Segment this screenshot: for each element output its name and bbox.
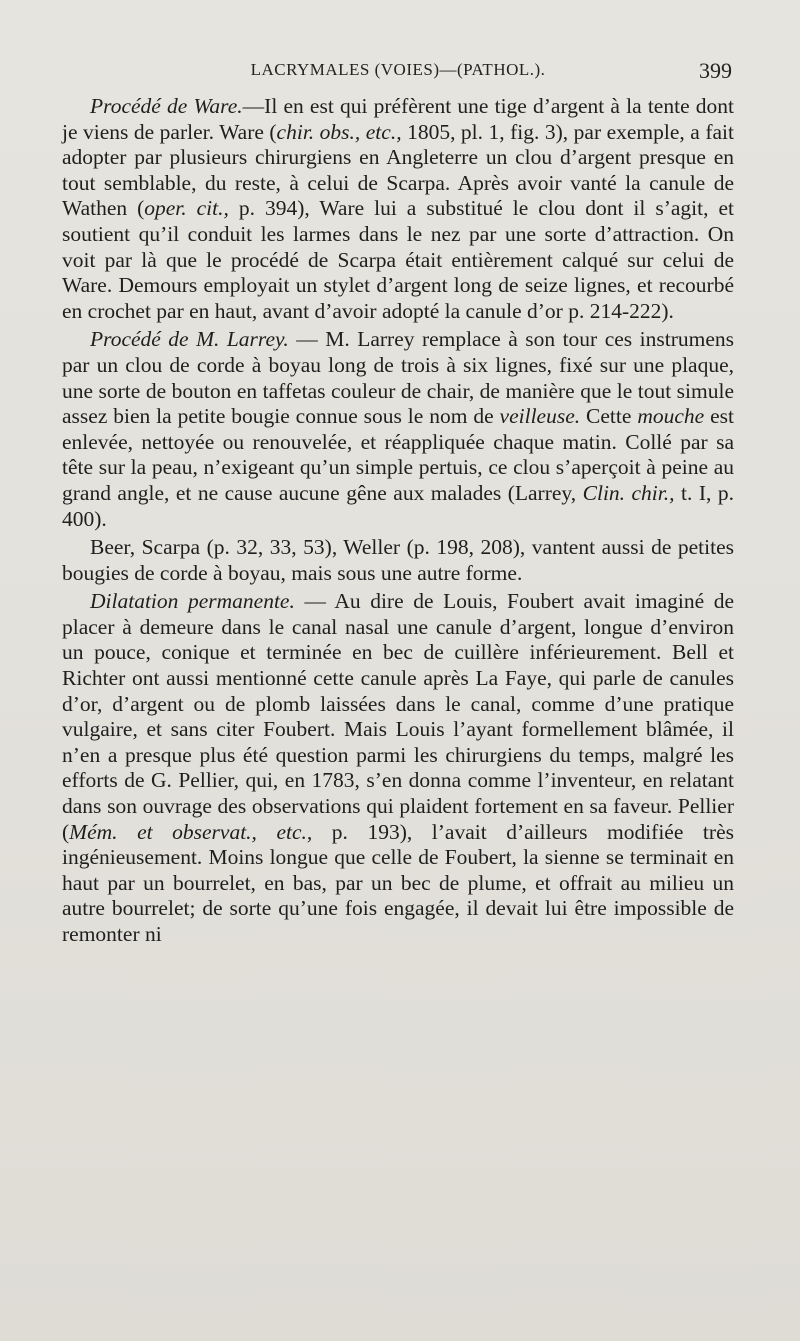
paragraph-beer-scarpa [62,535,734,586]
italic-text-run: oper. cit., [144,196,229,221]
italic-text-run: chir. obs., etc., [276,119,402,144]
paragraph-dilatation-permanente [62,589,734,947]
text-run: 1805, pl. 1, fig. 3), par exemple, a fait adopter par plusieurs chirurgiens en Angleterre un clou d’argent presque en tout semblable, du reste, à celui de Scarpa. Après avoir vanté la canule de Wathen ( [62,119,734,221]
italic-text-run: Procédé de Ware. [90,94,243,118]
italic-text-run: Procédé de M. Larrey. [90,327,289,352]
running-head: LACRYMALES (VOIES)—(PATHOL.). [250,60,546,79]
paragraph-procede-larrey [62,327,734,532]
italic-text-run: Clin. chir., [582,480,675,505]
italic-text-run: Dilatation permanente. [90,589,295,614]
text-run: est enlevée, nettoyée ou renouvelée, et réappliquée chaque matin. Collé par sa tête sur la peau, n’exigeant qu’un simple pertuis, ce clou s’aperçoit à peine au grand angle, et ne cause aucune gêne aux malades (Larrey, [62,404,734,505]
paragraph-procede-ware [62,94,734,324]
page-header [62,58,734,90]
page-number: 399 [699,58,732,83]
text-run: t. I, p. 400). [62,480,734,531]
text-run: Beer, Scarpa (p. 32, 33, 53), Weller (p. 198, 208), vantent aussi de petites bougies de corde à boyau, mais sous une autre forme. [62,535,734,585]
text-run: —Il en est qui préfèrent une tige d’argent à la tente dont je viens de parler. Ware ( [62,94,735,144]
italic-text-run: veilleuse. [499,404,581,429]
text-run: p. 394), Ware lui a substitué le clou dont il s’agit, et soutient qu’il conduit les larmes dans le nez par une sorte d’attraction. On voit par là que le procédé de Scarpa était entièrement calqué sur celui de Ware. Demours employait un stylet d’argent long de seize lignes, et recourbé en crochet par en haut, avant d’avoir adopté la canule d’or p. 214-222). [62,196,734,323]
text-run: Cette [580,404,638,429]
italic-text-run: mouche [637,404,705,429]
italic-text-run: Mém. et observat., etc., [69,819,313,844]
text-run: — M. Larrey remplace à son tour ces instrumens par un clou de corde à boyau long de trois à six lignes, fixé sur une plaque, une sorte de bouton en taffetas couleur de chair, de manière que le tout simule assez bien la petite bougie connue sous le nom de [62,327,734,429]
text-run: p. 193), l’avait d’ailleurs modifiée très ingénieusement. Moins longue que celle de Foubert, la sienne se terminait en haut par un bourrelet, en bas, par un bec de plume, et offrait au milieu un autre bourrelet; de sorte qu’une fois engagée, il devait lui être impossible de remonter ni [62,819,734,946]
body-text [62,94,734,951]
text-run: — Au dire de Louis, Foubert avait imaginé de placer à demeure dans le canal nasal une canule d’argent, longue d’environ un pouce, conique et terminée en bec de cuillère inférieurement. Bell et Richter ont aussi mentionné cette canule après La Faye, qui parle de canules d’or, d’argent ou de plomb laissées dans le canal, comme d’une pratique vulgaire, et sans citer Foubert. Mais Louis l’ayant formellement blâmée, il n’en a presque plus été question parmi les chirurgiens du temps, malgré les efforts de G. Pellier, qui, en 1783, s’en donna comme l’inventeur, en relatant dans son ouvrage des observations qui plaident fortement en sa faveur. Pellier ( [62,589,735,844]
